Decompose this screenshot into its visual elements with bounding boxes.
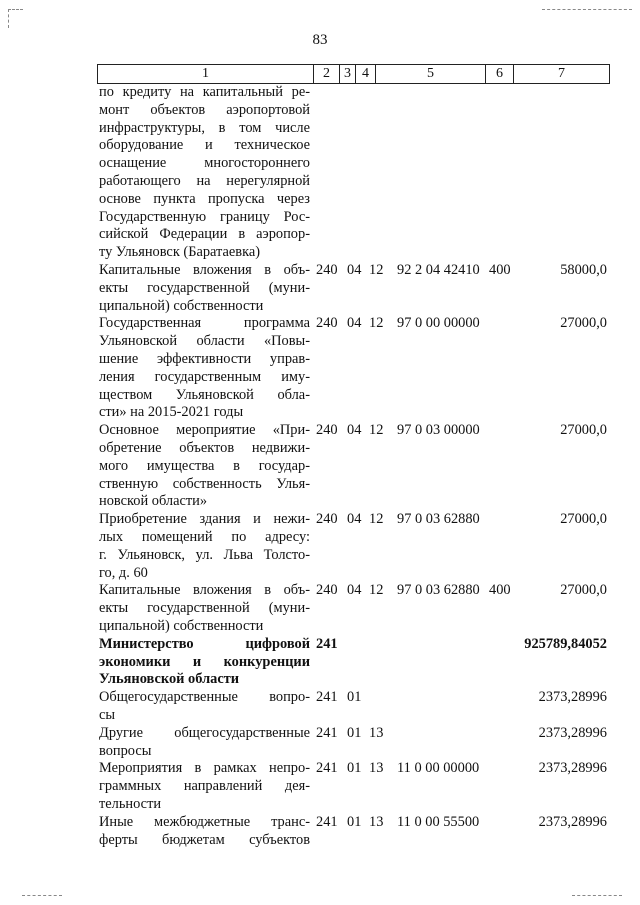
- row-name-line: Министерство цифровой: [99, 635, 310, 652]
- cell-c2: 241: [316, 813, 338, 830]
- cell-c3: 01: [347, 689, 362, 706]
- row-name-line: Другие общегосударственные: [99, 724, 310, 741]
- cell-c3: 01: [347, 724, 362, 741]
- row-name-line: Мероприятия в рамках непро-: [99, 760, 310, 777]
- row-name-line: основе пункта пропуска через: [99, 190, 310, 207]
- cell-c4: 13: [369, 813, 384, 830]
- header-cell: 4: [356, 65, 376, 83]
- row-name-line: ления государственным иму-: [99, 368, 310, 385]
- cell-c7: 925789,84052: [524, 635, 607, 652]
- cell-c7: 2373,28996: [538, 760, 607, 777]
- row-name-line: Капитальные вложения в объ-: [99, 262, 310, 278]
- row-name-line: ципальной) собственности: [99, 617, 264, 634]
- row-name-line: ществом Ульяновской обла-: [99, 386, 310, 403]
- row-name-line: по кредиту на капитальный ре-: [99, 84, 310, 100]
- cell-c2: 241: [316, 635, 338, 652]
- cell-c4: 12: [369, 422, 384, 439]
- cell-c3: 04: [347, 422, 362, 439]
- cell-c2: 240: [316, 511, 338, 528]
- row-name-line: Общегосударственные вопро-: [99, 689, 310, 706]
- cell-c7: 2373,28996: [538, 724, 607, 741]
- cell-c4: 12: [369, 262, 384, 278]
- table-header: [97, 64, 610, 84]
- cell-c7: 58000,0: [560, 262, 607, 278]
- header-cell: 7: [558, 66, 565, 81]
- scan-corner-mark: [22, 895, 62, 897]
- cell-c4: 12: [369, 582, 384, 599]
- row-name: [99, 422, 310, 511]
- cell-c7: 2373,28996: [538, 689, 607, 706]
- cell-c4: 12: [369, 511, 384, 528]
- row-name-line: вопросы: [99, 742, 152, 759]
- cell-c3: 01: [347, 760, 362, 777]
- row-name-line: го, д. 60: [99, 564, 148, 581]
- row-name-line: инфраструктуры, в том числе: [99, 119, 310, 136]
- cell-c2: 241: [316, 689, 338, 706]
- row-name: [99, 511, 310, 582]
- cell-c2: 240: [316, 315, 338, 332]
- row-name-line: Ульяновской области «Повы-: [99, 333, 310, 350]
- row-name-line: Иные межбюджетные транс-: [99, 813, 310, 830]
- cell-c5: 92 2 04 42410: [397, 262, 480, 278]
- cell-c7: 2373,28996: [538, 813, 607, 830]
- row-name: [99, 814, 310, 850]
- header-cell: 6: [486, 65, 514, 83]
- cell-c3: 04: [347, 262, 362, 278]
- cell-c3: 04: [347, 315, 362, 332]
- row-name-line: екты государственной (муни-: [99, 279, 310, 296]
- row-name: [99, 582, 310, 635]
- header-cell: 1: [98, 65, 314, 83]
- row-name-line: оснащение многостороннего: [99, 155, 310, 172]
- row-name-line: сти» на 2015-2021 годы: [99, 404, 244, 421]
- row-name-line: Ульяновской области: [99, 671, 240, 688]
- header-cell: 2: [314, 65, 340, 83]
- row-name-line: сийской Федерации в аэропор-: [99, 226, 310, 243]
- row-name-line: новской области»: [99, 493, 208, 510]
- row-name-line: лых помещений по адресу:: [99, 528, 310, 545]
- cell-c5: 11 0 00 55500: [397, 813, 480, 830]
- row-name: [99, 760, 310, 813]
- row-name-line: граммных направлений дея-: [99, 778, 310, 795]
- cell-c5: 11 0 00 00000: [397, 760, 480, 777]
- cell-c4: 13: [369, 724, 384, 741]
- row-name-line: Основное мероприятие «При-: [99, 422, 310, 439]
- row-name-line: экономики и конкуренции: [99, 653, 310, 670]
- header-cell: 3: [340, 65, 356, 83]
- cell-c6: 400: [489, 582, 511, 599]
- row-name-line: Государственная программа: [99, 315, 310, 332]
- row-name-line: обретение объектов недвижи-: [99, 439, 310, 456]
- row-name-line: ципальной) собственности: [99, 297, 264, 314]
- row-name-line: екты государственной (муни-: [99, 600, 310, 617]
- cell-c2: 240: [316, 422, 338, 439]
- cell-c4: 12: [369, 315, 384, 332]
- row-name-line: ственную собственность Улья-: [99, 475, 310, 492]
- row-name-line: оборудование и техническое: [99, 137, 310, 154]
- cell-c5: 97 0 00 00000: [397, 315, 480, 332]
- cell-c5: 97 0 03 00000: [397, 422, 480, 439]
- row-name: [99, 725, 310, 761]
- row-name-line: г. Ульяновск, ул. Льва Толсто-: [99, 546, 310, 563]
- cell-c2: 241: [316, 760, 338, 777]
- cell-c7: 27000,0: [560, 511, 607, 528]
- cell-c6: 400: [489, 262, 511, 278]
- row-name-line: мого имущества в государ-: [99, 457, 310, 474]
- row-name: [99, 636, 310, 689]
- row-name-line: сы: [99, 706, 116, 723]
- row-name: [99, 689, 310, 725]
- cell-c7: 27000,0: [560, 582, 607, 599]
- scan-corner-mark: [542, 9, 632, 16]
- cell-c2: 241: [316, 724, 338, 741]
- cell-c2: 240: [316, 262, 338, 278]
- row-name-line: ту Ульяновск (Баратаевка): [99, 244, 261, 261]
- row-name: [99, 262, 310, 315]
- cell-c3: 04: [347, 582, 362, 599]
- row-name-line: Капитальные вложения в объ-: [99, 582, 310, 599]
- row-name-line: тельности: [99, 795, 162, 812]
- row-name-line: монт объектов аэропортовой: [99, 101, 310, 118]
- cell-c7: 27000,0: [560, 422, 607, 439]
- header-cell: 5: [376, 65, 486, 83]
- cell-c7: 27000,0: [560, 315, 607, 332]
- row-name-line: Государственную границу Рос-: [99, 208, 310, 225]
- row-name-line: ферты бюджетам субъектов: [99, 831, 310, 848]
- row-name-line: шение эффективности управ-: [99, 350, 310, 367]
- row-name-line: Приобретение здания и нежи-: [99, 511, 310, 528]
- cell-c5: 97 0 03 62880: [397, 511, 480, 528]
- row-name: [99, 315, 310, 422]
- cell-c4: 13: [369, 760, 384, 777]
- scan-corner-mark: [8, 9, 23, 28]
- cell-c5: 97 0 03 62880: [397, 582, 480, 599]
- row-name-line: работающего на нерегулярной: [99, 172, 310, 189]
- page-number: 83: [312, 32, 328, 48]
- row-name: [99, 84, 310, 262]
- cell-c3: 01: [347, 813, 362, 830]
- cell-c2: 240: [316, 582, 338, 599]
- cell-c3: 04: [347, 511, 362, 528]
- scan-corner-mark: [572, 895, 622, 897]
